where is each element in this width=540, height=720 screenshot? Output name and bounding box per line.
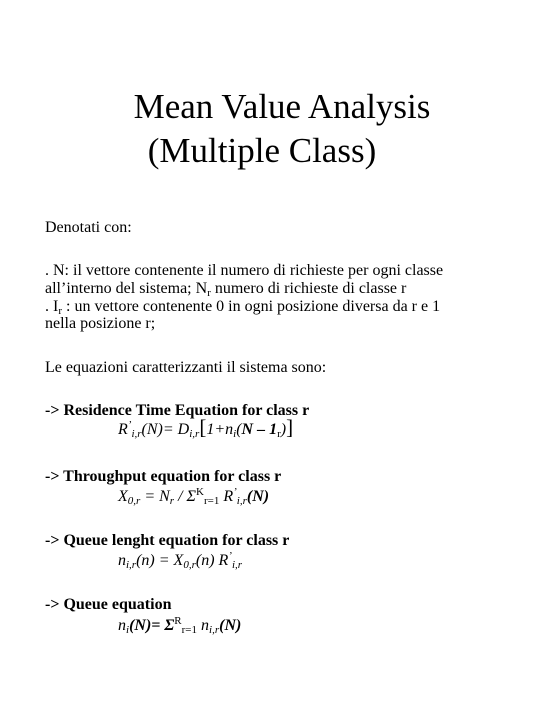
equations-intro: Le equazioni caratterizzanti il sistema sono:: [45, 359, 327, 376]
formula-residence-time: $R^’_{i,r}(N)= D_{i,r}[1+n_i(N - 1_r)]$: [118, 415, 294, 440]
definition-n-line-1: . N: il vettore contenente il numero di richieste per ogni classe: [45, 262, 444, 279]
intro-text: Denotati con:: [45, 219, 132, 236]
equation-heading-residence-time: -> Residence Time Equation for class r: [45, 402, 310, 419]
title-line-1: Mean Value Analysis: [133, 87, 431, 126]
definition-i-line-1: . $I_r$ : un vettore contenente 0 in ogni posizione diversa da r e 1: [45, 298, 441, 317]
title-line-2: (Multiple Class): [147, 131, 377, 170]
equation-heading-queue-length: -> Queue lenght equation for class r: [45, 532, 290, 549]
formula-queue: $n_i(N)= \Sigma^R_{r=1}$ $n_{i,r}(N)$: [118, 615, 242, 636]
definition-i-line-2: nella posizione r;: [45, 315, 156, 332]
equation-heading-throughput: -> Throughput equation for class r: [45, 468, 282, 485]
definition-n-line-2: all’interno del sistema; $N_r$ numero di richieste di classe r: [45, 280, 407, 299]
formula-queue-length: $n_{i,r}(n) = X_{0,r}(n)$ $R^’_{i,r}$: [118, 550, 243, 571]
equation-heading-queue: -> Queue equation: [45, 596, 172, 613]
formula-throughput: $X_{0,r} = N_r / \Sigma^K_{r=1}$ $R^’_{i,r}(N)$: [118, 486, 270, 507]
